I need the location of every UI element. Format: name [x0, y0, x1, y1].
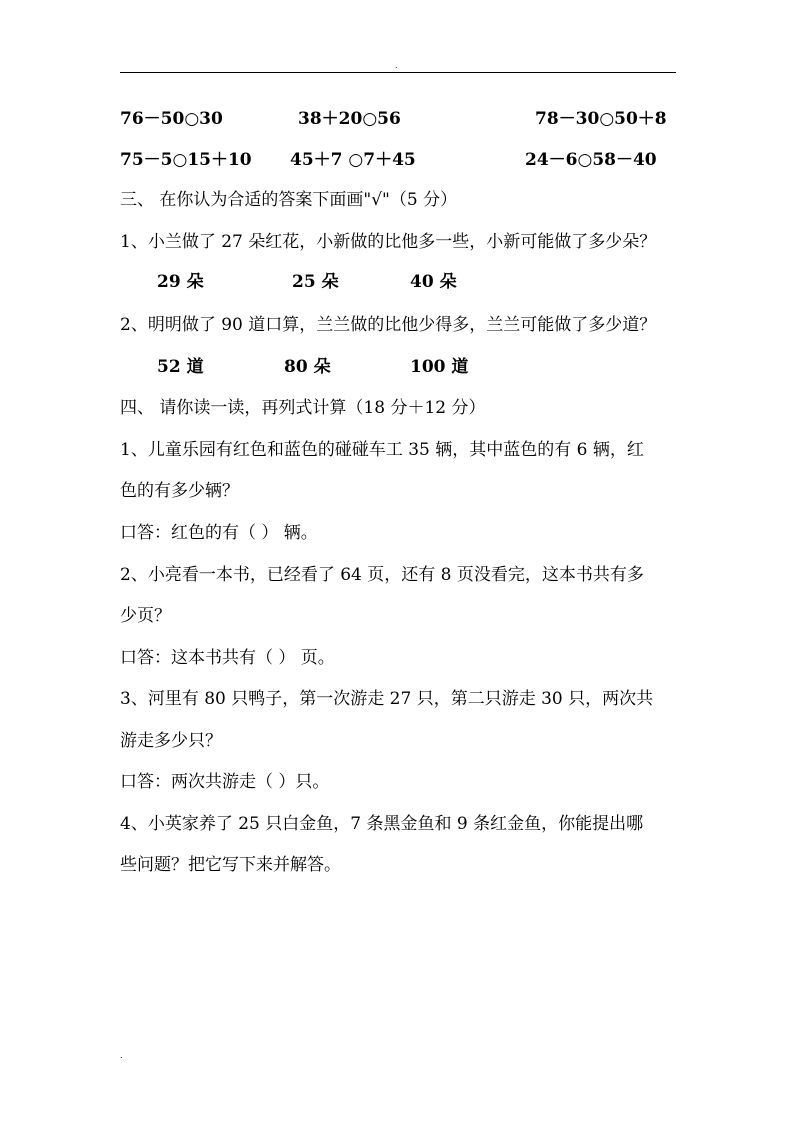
header-rule: [120, 72, 676, 73]
compare-expression: 75－5○15＋10: [120, 150, 252, 170]
question-3-2: 2、明明做了 90 道口算，兰兰做的比他少得多，兰兰可能做了多少道？: [120, 315, 657, 335]
compare-expression: 76－50○30: [120, 109, 223, 129]
question-4-1-line-1: 1、儿童乐园有红色和蓝色的碰碰车工 35 辆，其中蓝色的有 6 辆，红: [120, 440, 644, 460]
answer-option: 40 朵: [410, 272, 457, 292]
answer-blank-4-1: 口答：红色的有（ ） 辆。: [120, 523, 318, 543]
header-dot: .: [395, 61, 398, 70]
answer-option: 25 朵: [292, 272, 339, 292]
question-4-4-line-2: 些问题？把它写下来并解答。: [120, 855, 341, 875]
answer-option: 100 道: [410, 357, 469, 377]
question-4-4-line-1: 4、小英家养了 25 只白金鱼，7 条黑金鱼和 9 条红金鱼，你能提出哪: [120, 814, 644, 834]
answer-option: 52 道: [157, 357, 204, 377]
compare-expression: 24－6○58－40: [525, 150, 657, 170]
question-3-1: 1、小兰做了 27 朵红花，小新做的比他多一些，小新可能做了多少朵？: [120, 232, 657, 252]
question-4-1-line-2: 色的有多少辆？: [120, 481, 239, 501]
answer-blank-4-2: 口答：这本书共有（ ） 页。: [120, 648, 335, 668]
question-4-2-line-1: 2、小亮看一本书，已经看了 64 页，还有 8 页没看完，这本书共有多: [120, 565, 644, 585]
compare-expression: 38＋20○56: [298, 109, 401, 129]
section-3-title: 三、 在你认为合适的答案下面画"√"（5 分）: [120, 190, 458, 210]
question-4-3-line-1: 3、河里有 80 只鸭子，第一次游走 27 只，第二只游走 30 只，两次共: [120, 689, 654, 709]
compare-expression: 45＋7 ○7＋45: [290, 150, 416, 170]
answer-option: 80 朵: [284, 357, 331, 377]
question-4-2-line-2: 少页？: [120, 606, 171, 626]
compare-expression: 78－30○50＋8: [535, 109, 667, 129]
footer-dot: .: [120, 1051, 123, 1060]
answer-option: 29 朵: [157, 272, 204, 292]
question-4-3-line-2: 游走多少只？: [120, 731, 222, 751]
section-4-title: 四、 请你读一读，再列式计算（18 分＋12 分）: [120, 398, 486, 418]
answer-blank-4-3: 口答：两次共游走（ ）只。: [120, 772, 330, 792]
